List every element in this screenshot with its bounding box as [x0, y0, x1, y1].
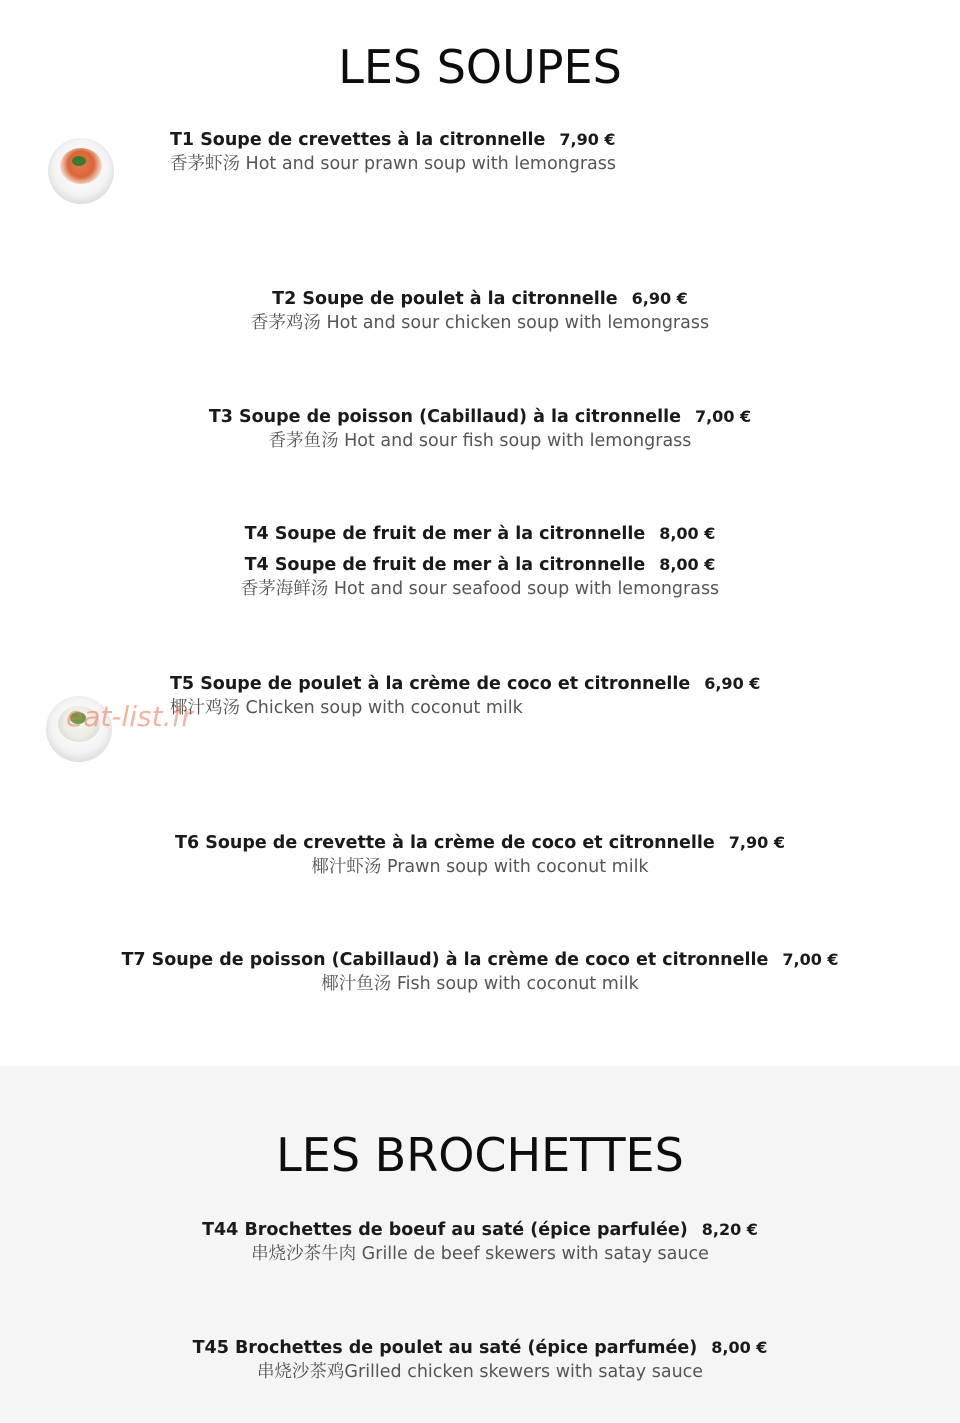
item-description: 椰汁虾汤 Prawn soup with coconut milk: [311, 857, 649, 877]
menu-item-t3: [0, 405, 960, 453]
item-price: 6,90 €: [704, 674, 761, 693]
menu-item-t45: [0, 1336, 960, 1384]
watermark: eat-list.fr: [66, 700, 193, 733]
item-price: 8,20 €: [701, 1220, 758, 1239]
menu-item-t6: [0, 831, 960, 879]
item-description: 香茅鸡汤 Hot and sour chicken soup with lemongrass: [250, 313, 710, 333]
menu-item-t2: [0, 287, 960, 335]
item-name: T5 Soupe de poulet à la crème de coco et citronnelle: [170, 674, 691, 694]
item-description: 香茅鱼汤 Hot and sour fish soup with lemongrass: [268, 431, 692, 451]
item-name: T2 Soupe de poulet à la citronnelle: [272, 289, 618, 309]
item-price-repeat: 8,00 €: [659, 555, 716, 574]
item-description: 香茅海鲜汤 Hot and sour seafood soup with lemongrass: [240, 579, 720, 599]
menu-item-t1: [0, 128, 960, 176]
menu-item-t4: [0, 522, 960, 601]
item-name-repeat: T4 Soupe de fruit de mer à la citronnelle: [244, 555, 646, 575]
item-description: 香茅虾汤 Hot and sour prawn soup with lemongrass: [170, 154, 617, 174]
brochettes-title: LES BROCHETTES: [276, 1128, 684, 1182]
item-description: 椰汁鱼汤 Fish soup with coconut milk: [321, 974, 639, 994]
item-description: 串烧沙茶鸡Grilled chicken skewers with satay sauce: [256, 1362, 704, 1382]
item-name: T4 Soupe de fruit de mer à la citronnelle: [244, 524, 646, 544]
item-description: 串烧沙茶牛肉 Grille de beef skewers with satay sauce: [251, 1244, 709, 1264]
item-price: 8,00 €: [659, 524, 716, 543]
item-price: 7,90 €: [728, 833, 785, 852]
item-price: 7,90 €: [559, 130, 616, 149]
item-name: T1 Soupe de crevettes à la citronnelle: [170, 130, 546, 150]
item-name: T6 Soupe de crevette à la crème de coco et citronnelle: [175, 833, 715, 853]
soupes-title: LES SOUPES: [338, 40, 622, 94]
menu-item-t44: [0, 1218, 960, 1266]
item-price: 8,00 €: [711, 1338, 768, 1357]
item-name: T45 Brochettes de poulet au saté (épice parfumée): [192, 1338, 698, 1358]
item-price: 7,00 €: [782, 950, 839, 969]
item-name: T3 Soupe de poisson (Cabillaud) à la citronnelle: [208, 407, 681, 427]
item-name: T7 Soupe de poisson (Cabillaud) à la crème de coco et citronnelle: [121, 950, 769, 970]
menu-item-t7: [0, 948, 960, 996]
item-price: 7,00 €: [694, 407, 752, 426]
item-description: 椰汁鸡汤 Chicken soup with coconut milk: [170, 698, 523, 718]
item-name: T44 Brochettes de boeuf au saté (épice parfulée): [202, 1220, 688, 1240]
item-price: 6,90 €: [631, 289, 688, 308]
